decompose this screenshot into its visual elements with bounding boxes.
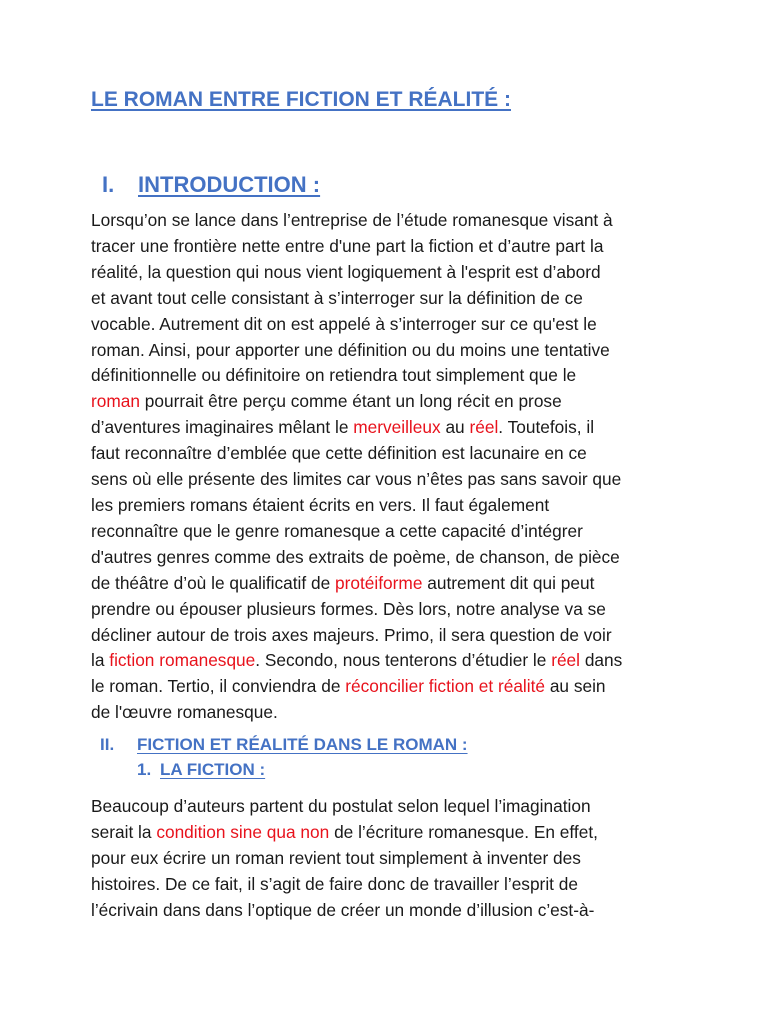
text-segment: définitionnelle ou définitoire on retiendra tout simplement que le [91, 365, 577, 386]
text-segment: d'autres genres comme des extraits de poème, de chanson, de pièce [91, 546, 620, 567]
text-line [91, 648, 691, 674]
intro-paragraph [91, 208, 691, 726]
text-segment: au sein [545, 676, 606, 697]
text-line [91, 872, 691, 898]
text-line [91, 415, 691, 441]
text-line [91, 312, 691, 338]
text-segment: de théâtre d’où le qualificatif de [91, 572, 336, 593]
document-title: LE ROMAN ENTRE FICTION ET RÉALITÉ : [91, 88, 511, 111]
section-heading-fiction-realite [100, 735, 468, 755]
text-segment: la [91, 650, 110, 671]
text-segment: Lorsqu’on se lance dans l’entreprise de l’étude romanesque visant à [91, 210, 613, 230]
text-segment: faut reconnaître d’emblée que cette définition est lacunaire en ce [91, 443, 587, 464]
text-line [91, 363, 691, 389]
text-segment: histoires. De ce fait, il s’agit de faire donc de travailler l’esprit de [91, 873, 578, 894]
text-line [91, 519, 691, 545]
section-heading-text: FICTION ET RÉALITÉ DANS LE ROMAN : [137, 735, 468, 754]
highlighted-term: protéiforme [335, 572, 423, 593]
section-number: II. [100, 735, 115, 754]
text-segment: réalité, la question qui nous vient logiquement à l'esprit est d’abord [91, 261, 601, 282]
text-segment: reconnaître que le genre romanesque a cette capacité d’intégrer [91, 520, 583, 541]
text-segment: de l’écriture romanesque. En effet, [329, 821, 598, 842]
text-line [91, 493, 691, 519]
text-segment: l’écrivain dans dans l’optique de créer un monde d’illusion c’est-à- [91, 899, 595, 920]
highlighted-term: réconcilier fiction et réalité [345, 676, 546, 697]
highlighted-term: roman [91, 391, 140, 412]
text-segment: tracer une frontière nette entre d'une part la fiction et d’autre part la [91, 235, 604, 256]
highlighted-term: merveilleux [353, 417, 441, 438]
text-segment: pour eux écrire un roman revient tout simplement à inventer des [91, 847, 581, 868]
text-segment: le roman. Tertio, il conviendra de [91, 676, 346, 697]
highlighted-term: fiction romanesque [109, 650, 256, 671]
text-line [91, 700, 691, 726]
text-line [91, 846, 691, 872]
text-segment: . Toutefois, il [498, 417, 595, 438]
text-segment: et avant tout celle consistant à s’interroger sur la définition de ce [91, 287, 583, 308]
text-segment: pourrait être perçu comme étant un long récit en prose [139, 391, 562, 412]
text-segment: serait la [91, 821, 157, 842]
subsection-number: 1. [137, 760, 152, 779]
text-line [91, 467, 691, 493]
highlighted-term: réel [469, 417, 499, 438]
text-line [91, 389, 691, 415]
text-segment: les premiers romans étaient écrits en vers. Il faut également [91, 494, 550, 515]
section-heading-text: INTRODUCTION : [138, 172, 321, 197]
text-line [91, 260, 691, 286]
text-segment: . Secondo, nous tenterons d’étudier le [255, 650, 552, 671]
text-segment: d’aventures imaginaires mêlant le [91, 417, 354, 438]
highlighted-term: réel [551, 650, 581, 671]
text-segment: Beaucoup d’auteurs partent du postulat selon lequel l’imagination [91, 796, 591, 816]
text-line [91, 571, 691, 597]
text-line [91, 338, 691, 364]
section-heading-introduction [102, 172, 320, 198]
subsection-heading-text: LA FICTION : [160, 760, 266, 779]
text-segment: de l'œuvre romanesque. [91, 702, 278, 723]
highlighted-term: condition sine qua non [156, 821, 330, 842]
text-segment: au [440, 417, 470, 438]
section-number: I. [102, 172, 115, 197]
text-line [91, 208, 691, 234]
text-line [91, 597, 691, 623]
text-line [91, 820, 691, 846]
text-segment: dans [580, 650, 623, 671]
text-line [91, 545, 691, 571]
text-line [91, 794, 691, 820]
text-line [91, 623, 691, 649]
fiction-paragraph [91, 794, 691, 924]
text-segment: vocable. Autrement dit on est appelé à s’interroger sur ce qu'est le [91, 313, 597, 334]
text-line [91, 286, 691, 312]
text-line [91, 441, 691, 467]
text-line [91, 234, 691, 260]
text-segment: prendre ou épouser plusieurs formes. Dès lors, notre analyse va se [91, 598, 606, 619]
text-segment: décliner autour de trois axes majeurs. Primo, il sera question de voir [91, 624, 612, 645]
text-segment: roman. Ainsi, pour apporter une définition ou du moins une tentative [91, 339, 610, 360]
subsection-heading-la-fiction [137, 760, 265, 780]
text-segment: autrement dit qui peut [422, 572, 595, 593]
text-segment: sens où elle présente des limites car vous n’êtes pas sans savoir que [91, 469, 622, 490]
text-line [91, 674, 691, 700]
text-line [91, 898, 691, 924]
